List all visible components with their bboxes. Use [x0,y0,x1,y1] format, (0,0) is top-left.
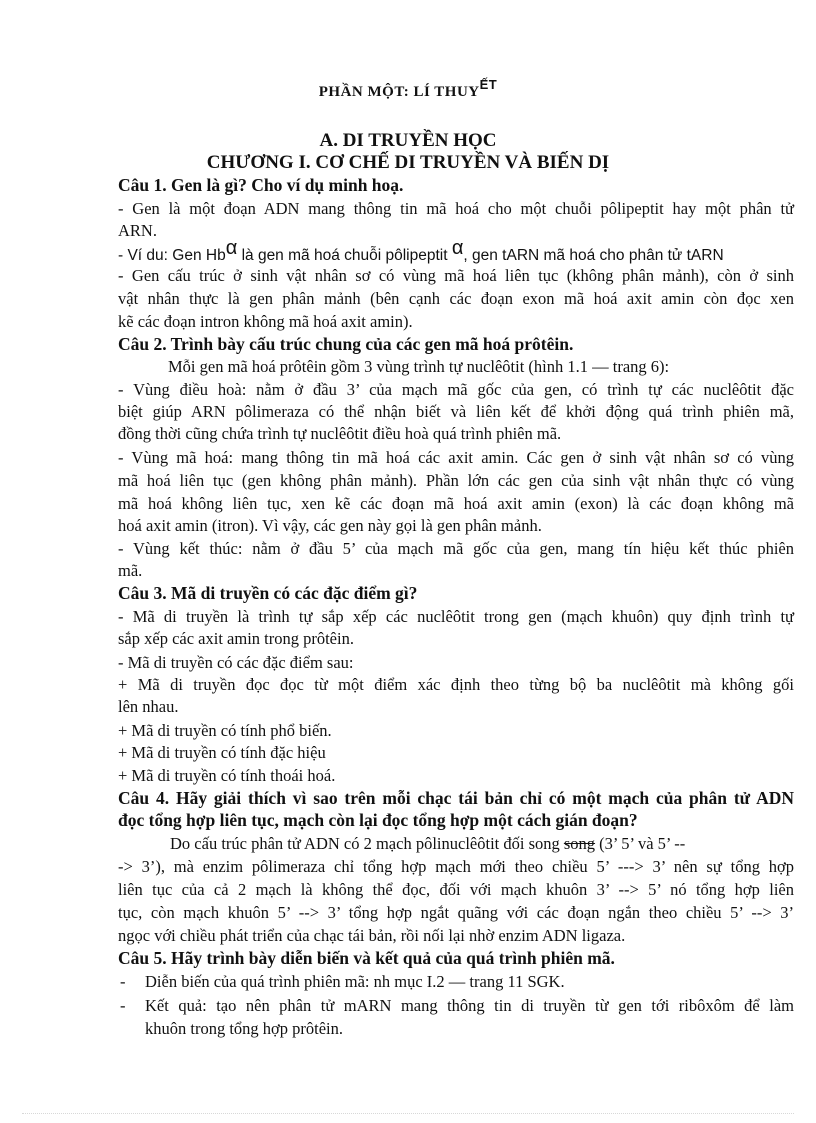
q1-example-line: - Ví du: Gen Hbα là gen mã hoá chuỗi pôlipeptit α, gen tARN mã hoá cho phân tử tARN [118,237,724,264]
q1-line: ARN. [118,221,157,240]
q1-line: kẽ các đoạn intron không mã hoá axit amin). [118,312,413,331]
q4-line: tục, còn mạch khuôn 5’ --> 3’ tổng hợp ngắt quãng với các đoạn ngắn theo chiều 5’ --> 3’ [118,903,794,922]
q5-line: Diễn biến của quá trình phiên mã: nh mục I.2 — trang 11 SGK. [145,972,565,991]
q2-line: biệt giúp ARN pôlimeraza có thể nhận biết và liên kết để khởi động quá trình phiên mã, [118,402,794,421]
q2-line: mã hoá liên tục (gen không phân mảnh). Phần lớn các gen của sinh vật nhân thực có vùng [118,471,794,490]
question-5-title: Câu 5. Hãy trình bày diễn biến và kết quả của quá trình phiên mã. [118,948,615,968]
q4-line: Do cấu trúc phân tử ADN có 2 mạch pôlinuclêôtit đối song song (3’ 5’ và 5’ -- [170,834,686,853]
q3-line: + Mã di truyền đọc đọc từ một điểm xác định theo từng bộ ba nuclêôtit mà không gối [118,675,794,694]
question-4-title: Câu 4. Hãy giải thích vì sao trên mỗi chạc tái bản chỉ có một mạch của phân tử ADN [118,788,794,808]
q3-line: + Mã di truyền có tính phổ biến. [118,721,332,740]
q5-line: khuôn trong tổng hợp prôtêin. [145,1019,343,1038]
q2-line: mã. [118,561,143,580]
q4-line: -> 3’), mà enzim pôlimeraza chỉ tổng hợp mạch mới theo chiều 5’ ---> 3’ nên sự tổng hợp [118,857,794,876]
q2-line: Mỗi gen mã hoá prôtêin gồm 3 vùng trình tự nuclêôtit (hình 1.1 — trang 6): [168,357,670,376]
q2-line: - Vùng kết thúc: nằm ở đầu 5’ của mạch mã gốc của gen, mang tín hiệu kết thúc phiên [118,539,794,558]
q4-line: ngọc với chiều phát triển của chạc tái bản, rồi nối lại nhờ enzim ADN ligaza. [118,926,626,945]
question-2-title: Câu 2. Trình bày cấu trúc chung của các gen mã hoá prôtêin. [118,334,574,354]
question-3-title: Câu 3. Mã di truyền có các đặc điểm gì? [118,583,418,603]
q2-line: mã hoá không liên tục, xen kẽ các đoạn mã hoá axit amin (exon) là các đoạn không mã [118,494,794,513]
q5-bullet: - [120,996,126,1015]
q3-line: lên nhau. [118,697,179,716]
q3-line: + Mã di truyền có tính thoái hoá. [118,766,336,785]
page-bottom-divider [22,1113,794,1114]
q3-line: - Mã di truyền có các đặc điểm sau: [118,653,354,672]
q5-line: Kết quả: tạo nên phân tử mARN mang thông tin di truyền từ gen tới ribôxôm để làm [145,996,794,1015]
q3-line: - Mã di truyền là trình tự sắp xếp các nuclêôtit trong gen (mạch khuôn) quy định trình tự [118,607,794,626]
q2-line: hoá axit amin (itron). Vì vậy, các gen này gọi là gen phân mảnh. [118,516,542,535]
q1-line: - Gen là một đoạn ADN mang thông tin mã hoá cho một chuỗi pôlipeptit hay một phân tử [118,199,794,218]
question-1-title: Câu 1. Gen là gì? Cho ví dụ minh hoạ. [118,175,404,195]
q2-line: - Vùng điều hoà: nằm ở đầu 3’ của mạch mã gốc của gen, có trình tự các nuclêôtit đặc [118,380,794,399]
q5-bullet: - [120,972,126,991]
q3-line: sắp xếp các axit amin trong prôtêin. [118,629,354,648]
q2-line: - Vùng mã hoá: mang thông tin mã hoá các axit amin. Các gen ở sinh vật nhân sơ có vùng [118,448,794,467]
q2-line: đồng thời cũng chứa trình tự nuclêôtit điều hoà quá trình phiên mã. [118,424,562,443]
chapter-title: CHƯƠNG I. CƠ CHẾ DI TRUYỀN VÀ BIẾN DỊ [206,152,610,173]
section-title: A. DI TRUYỀN HỌC [319,130,497,151]
q1-line: - Gen cấu trúc ở sinh vật nhân sơ có vùng mã hoá liên tục (không phân mảnh), còn ở sinh [118,266,794,285]
q3-line: + Mã di truyền có tính đặc hiệu [118,743,326,762]
part-heading: PHẦN MỘT: LÍ THUYẾT [318,77,498,100]
question-4-title-cont: đọc tổng hợp liên tục, mạch còn lại đọc tổng hợp một cách gián đoạn? [118,810,638,830]
q4-line: liên tục của cả 2 mạch là không thể đọc, đối với mạch khuôn 3’ --> 5’ nó tổng hợp liên [118,880,794,899]
q1-line: vật nhân thực là gen phân mảnh (bên cạnh các đoạn exon mã hoá axit amin còn đọc xen [118,289,794,308]
